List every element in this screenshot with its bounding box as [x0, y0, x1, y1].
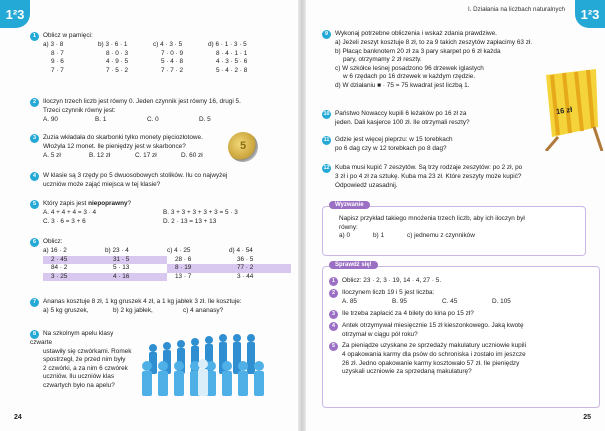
price-tag: 16 zł: [555, 104, 573, 117]
answer-options: A. 90 B. 1 C. 0 D. 5: [43, 115, 211, 123]
students-crowd-illustration: [133, 330, 268, 398]
self-check-title: Sprawdź się!: [329, 261, 378, 269]
exercise-4: 4 W klasie są 3 rzędy po 5 dwuosobowych stolików. Ilu co najwyżej uczniów może zająć miejsca w tej klasie?: [30, 172, 292, 190]
left-page: [0, 0, 300, 431]
exercise-number: 8: [30, 330, 39, 339]
exercise-number: 12: [323, 165, 330, 171]
column-d: d) 4 · 54 36 · 5 77 · 2 3 · 44: [229, 247, 291, 281]
exercise-number: 4: [30, 172, 39, 181]
exercise-1: [30, 32, 292, 75]
exercise-8: 8 Na szkolnym apelu klasy czwarte ustawiły się czwórkami. Romek spostrzegł, że przed nim były 2 czwórki, a za nim 6 czwórek uczniów. Ilu uczniów klas czwartych było na apelu?: [30, 330, 132, 389]
challenge-title: Wyzwanie: [329, 201, 370, 209]
column-a: a) 16 · 2 2 · 45 84 · 2 3 · 25: [43, 247, 105, 281]
challenge-box: Wyzwanie Napisz przykład takiego mnożenia trzech liczb, aby ich iloczyn był równy: a) 0 b) 1 c) jednemu z czynników: [322, 206, 586, 256]
exercise-number: 6: [30, 238, 39, 247]
self-check-box: Sprawdź się! 1 Oblicz: 23 · 2, 3 · 19, 14 · 4, 27 · 5. 2 Iloczynem liczb 19 i 5 jest liczba: A. 85 B. 95 C. 45 D. 105 3 Ile trzeba zapłacić za 4 bilety do kina po 15 zł? 4 Antek otrzymywał miesięcznie 15 zł kieszonkowego. Jaką kwotę otrzymał w ciągu pół roku? 5 Za pieniądze uzyskane ze sprzedaży makulatury uczniowie kupili 4 opakowania karmy dla psów do schroniska i zostało im jeszcze 26 zł. Jedno opakowanie karmy kosztowało 57 zł. Ile pieniędzy uzyskali uczniowie za sprzedaną makulaturę?: [322, 266, 600, 408]
exercise-number: 11: [323, 137, 330, 143]
question-number: 2: [329, 289, 338, 298]
column-d: d) 6 · 1 · 3 · 5 8 · 4 · 1 · 1 4 · 3 · 5 · 6 5 · 4 · 2 · 8: [208, 41, 248, 74]
exercise-number: 7: [30, 298, 39, 307]
exercise-11: 11 Gdzie jest więcej pieprzu: w 15 torebkach po 6 dag czy w 12 torebkach po 8 dag?: [323, 136, 453, 152]
chapter-badge: 1²3: [575, 0, 605, 28]
exercise-3: 3 Zuzia wkładała do skarbonki tylko monety pięciozłotowe. Włożyła 12 monet. Ile pieniędzy jest w skarbonce? A. 5 zł B. 12 zł C. 17 zł D. 60 zł: [30, 134, 230, 160]
question-number: 3: [329, 310, 338, 319]
chapter-badge: 1²3: [0, 0, 30, 28]
exercise-number: 9: [322, 30, 331, 39]
exercise-6: 6 Oblicz: a) 16 · 2 2 · 45 84 · 2 3 · 25 b) 23 · 4 31 · 5 5 · 13 4 · 16 c) 4 · 25 28 · 6 8 · 19 13 · 7 d) 4 · 54 36 · 5 77 · 2 3 · 44: [30, 238, 292, 281]
column-c: c) 4 · 25 28 · 6 8 · 19 13 · 7: [167, 247, 229, 281]
answer-options: A. 5 zł B. 12 zł C. 17 zł D. 60 zł: [43, 151, 203, 159]
exercise-5: 5 Który zapis jest niepoprawny? A. 4 + 4 + 4 = 3 · 4 B. 3 + 3 + 3 + 3 + 3 = 5 · 3 C. 3 · 6 = 3 + 6 D. 2 · 13 = 13 + 13: [30, 200, 292, 226]
exercise-7: 7 Ananas kosztuje 8 zł, 1 kg gruszek 4 zł, a 1 kg jabłek 3 zł. Ile kosztuje: a) 5 kg gruszek, b) 2 kg jabłek, c) 4 ananasy?: [30, 298, 292, 316]
right-page: [304, 0, 605, 431]
column-b: b) 3 · 6 · 1 8 · 0 · 3 4 · 9 · 5 7 · 5 · 2: [98, 41, 129, 74]
exercise-number: 5: [30, 200, 39, 209]
exercise-9: 9 Wykonaj potrzebne obliczenia i wskaż zdania prawdziwe. a) Jeżeli zeszyt kosztuje 8 zł, to za 9 takich zeszytów zapłacimy 63 zł. b) Płacąc banknotem 20 zł za 3 pary skarpet po 6 zł każda pary, otrzymamy 2 zł reszty. c) W szkółce leśnej posadzono 96 drzewek iglastych w 6 rzędach po 16 drzewek w każdym rzędzie. d) W działaniu ■ · 75 = 75 kwadrat jest liczbą 1.: [322, 30, 562, 91]
coin-value: 5: [240, 140, 247, 152]
column-c: c) 4 · 3 · 5 7 · 0 · 9 5 · 4 · 8 7 · 7 · 2: [153, 41, 184, 74]
exercise-title: Oblicz w pamięci:: [43, 32, 93, 39]
question-number: 4: [329, 322, 338, 331]
exercise-2: 2 Iloczyn trzech liczb jest równy 0. Jeden czynnik jest równy 16, drugi 5. Trzeci czynnik równy jest: A. 90 B. 1 C. 0 D. 5: [30, 98, 292, 124]
exercise-number: 10: [323, 111, 330, 117]
exercise-number: 2: [30, 98, 39, 107]
exercise-12: 12 Kuba musi kupić 7 zeszytów. Są trzy rodzaje zeszytów: po 2 zł, po 3 zł i po 4 zł za sztukę. Kuba ma 23 zł. Które zeszyty może kupić? Odpowiedź uzasadnij.: [323, 164, 523, 189]
page-number: 25: [583, 414, 591, 421]
question-number: 5: [329, 342, 338, 351]
column-b: b) 23 · 4 31 · 5 5 · 13 4 · 16: [105, 247, 167, 281]
running-header: I. Działania na liczbach naturalnych: [468, 6, 565, 13]
exercise-10: 10 Państwo Nowaccy kupili 6 leżaków po 16 zł za jeden. Dali kasjerce 100 zł. Ile otrzymali reszty?: [323, 110, 470, 126]
exercise-number: 3: [30, 134, 39, 143]
question-number: 1: [329, 277, 338, 286]
page-number: 24: [14, 414, 22, 421]
column-a: a) 3 · 8 8 · 7 9 · 6 7 · 7: [43, 41, 64, 74]
exercise-number: 1: [30, 32, 39, 41]
